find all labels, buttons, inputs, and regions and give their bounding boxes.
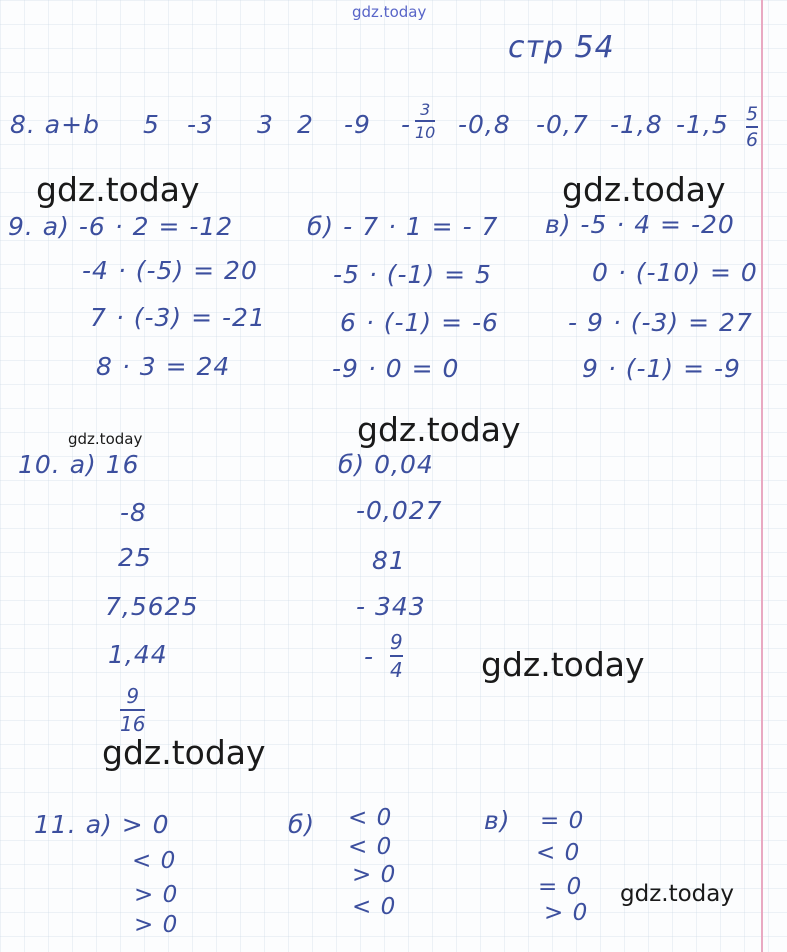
task-11-line: > 0 <box>134 882 179 908</box>
fraction-bar <box>415 120 435 122</box>
fraction-bar <box>746 126 758 128</box>
task-8-value: -0,8 <box>458 110 511 139</box>
task-9-line: -5 · (-1) = 5 <box>333 260 492 289</box>
watermark: gdz.today <box>357 410 521 449</box>
task-8-fraction <box>746 103 758 151</box>
task-9-line: - 9 · (-3) = 27 <box>568 308 753 337</box>
watermark: gdz.today <box>620 881 734 907</box>
task-10-line: б) 0,04 <box>338 450 434 479</box>
task-11-line: > 0 <box>544 900 589 926</box>
task-9-line: в) -5 · 4 = -20 <box>545 210 735 239</box>
task-10-line: 1,44 <box>108 640 168 669</box>
watermark-top: gdz.today <box>352 3 427 21</box>
task-9-line: 9 · (-1) = -9 <box>582 354 741 383</box>
fraction-denominator: 16 <box>120 712 146 736</box>
task-8-label: 8. a+b <box>10 110 100 139</box>
watermark: gdz.today <box>102 733 266 772</box>
task-9-line: 8 · 3 = 24 <box>96 352 231 381</box>
task-9-line: 0 · (-10) = 0 <box>592 258 758 287</box>
fraction-bar <box>390 655 403 657</box>
task-9-line: 6 · (-1) = -6 <box>340 308 499 337</box>
task-8-value: -9 <box>344 110 371 139</box>
task-8-fraction <box>415 100 435 142</box>
task-8-value: -1,5 <box>676 110 729 139</box>
task-10-line: 7,5625 <box>105 592 199 621</box>
fraction-numerator: 9 <box>126 684 140 708</box>
task-9-line: 7 · (-3) = -21 <box>90 303 266 332</box>
watermark: gdz.today <box>562 170 726 209</box>
task-8-value: 2 <box>297 110 314 139</box>
task-11-line: > 0 <box>352 862 397 888</box>
fraction-denominator: 6 <box>746 129 759 151</box>
task-10-fraction <box>390 630 403 682</box>
watermark: gdz.today <box>481 645 645 684</box>
watermark: gdz.today <box>36 170 200 209</box>
fraction-numerator: 5 <box>746 103 759 125</box>
task-10-line: -8 <box>120 498 147 527</box>
task-8-value: 3 <box>257 110 274 139</box>
page-label: стр 54 <box>508 30 615 65</box>
task-11-b-label: б) <box>288 810 316 839</box>
task-10-fraction <box>120 684 145 736</box>
task-8-frac-sign: - <box>401 110 412 139</box>
task-11-line: < 0 <box>348 805 393 831</box>
fraction-numerator: 9 <box>390 630 403 654</box>
task-11-line: 11. а) > 0 <box>34 810 170 839</box>
task-11-line: < 0 <box>352 894 397 920</box>
task-8-value: 5 <box>143 110 160 139</box>
task-11-line: > 0 <box>134 912 179 938</box>
task-9-line: 9. а) -6 · 2 = -12 <box>8 212 234 241</box>
task-9-line: б) - 7 · 1 = - 7 <box>307 212 499 241</box>
task-11-line: < 0 <box>348 834 393 860</box>
task-8-value: -1,8 <box>610 110 663 139</box>
task-10-line: 25 <box>118 543 152 572</box>
task-10-line: 81 <box>372 546 406 575</box>
fraction-bar <box>120 709 145 711</box>
task-10-frac-sign: - <box>364 642 375 671</box>
fraction-denominator: 10 <box>415 123 436 142</box>
task-9-line: -4 · (-5) = 20 <box>82 256 258 285</box>
fraction-denominator: 4 <box>390 658 403 682</box>
task-8-value: -3 <box>187 110 214 139</box>
task-11-v-label: в) <box>484 806 511 835</box>
task-11-line: = 0 <box>540 808 585 834</box>
task-10-line: - 343 <box>356 592 426 621</box>
fraction-numerator: 3 <box>420 100 431 119</box>
task-11-line: < 0 <box>536 840 581 866</box>
task-8-value: -0,7 <box>536 110 589 139</box>
watermark: gdz.today <box>68 430 143 448</box>
task-10-line: -0,027 <box>356 496 443 525</box>
task-11-line: = 0 <box>538 874 583 900</box>
task-11-line: < 0 <box>132 848 177 874</box>
task-9-line: -9 · 0 = 0 <box>332 354 460 383</box>
task-10-line: 10. а) 16 <box>18 450 140 479</box>
margin-line <box>761 0 763 952</box>
